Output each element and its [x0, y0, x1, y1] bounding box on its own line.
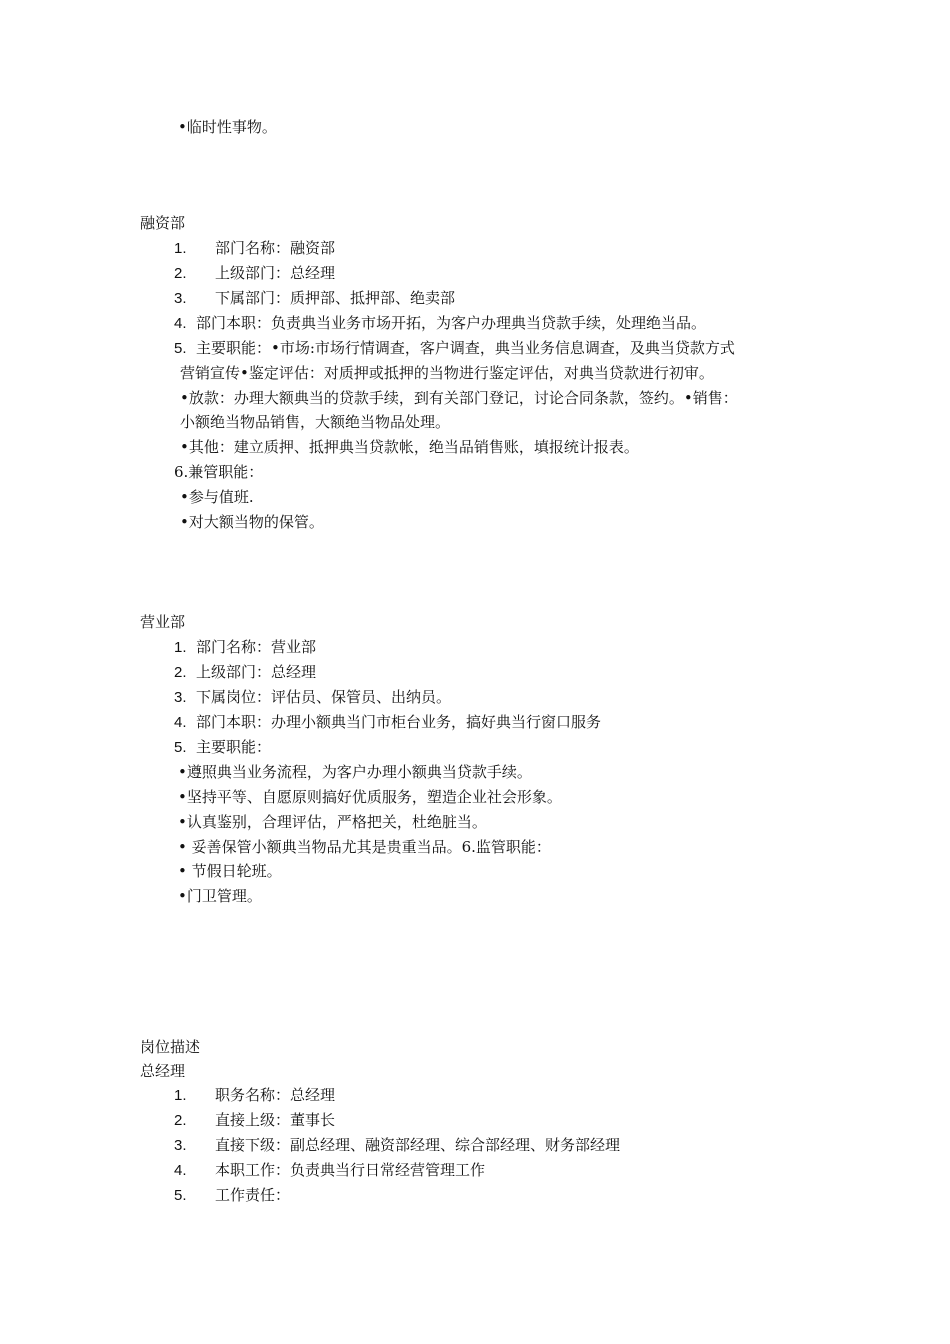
list-item [174, 338, 735, 359]
bullet-item: •坚持平等、自愿原则搞好优质服务，塑造企业社会形象。 [178, 788, 562, 806]
list-item [174, 288, 455, 309]
list-text: 主要职能：•市场:市场行情调查，客户调查，典当业务信息调查，及典当贷款方式 [196, 339, 735, 357]
list-text: 部门名称：融资部 [215, 239, 336, 257]
list-item [174, 263, 335, 284]
bullet-item: •认真鉴别，合理评估，严格把关，杜绝脏当。 [178, 813, 487, 831]
list-number: 3. [174, 1137, 187, 1154]
list-number: 5. [174, 739, 187, 756]
list-item [174, 637, 316, 658]
bullet-item: •对大额当物的保管。 [180, 513, 324, 531]
list-text: 本职工作：负责典当行日常经营管理工作 [215, 1161, 486, 1179]
section-heading-business: 营业部 [140, 613, 186, 631]
bullet-item: •其他：建立质押、抵押典当贷款帐，绝当品销售账，填报统计报表。 [180, 438, 639, 456]
list-text: 上级部门：总经理 [196, 663, 317, 681]
list-item [174, 662, 316, 683]
list-text: 部门本职：办理小额典当门市柜台业务，搞好典当行窗口服务 [196, 713, 602, 731]
list-number: 4. [174, 315, 187, 332]
bullet-item: •门卫管理。 [178, 887, 262, 905]
list-text: 职务名称：总经理 [215, 1086, 336, 1104]
list-text: 部门本职：负责典当业务市场开拓，为客户办理典当贷款手续，处理绝当品。 [196, 314, 707, 332]
list-text: 主要职能： [196, 738, 272, 756]
bullet-item: • 节假日轮班。 [178, 862, 282, 880]
list-item [174, 712, 601, 733]
list-item [174, 313, 706, 334]
list-text: 直接上级：董事长 [215, 1111, 336, 1129]
list-text: 工作责任： [215, 1186, 291, 1204]
list-number: 3. [174, 689, 187, 706]
list-number: 1. [174, 1087, 187, 1104]
position-title: 总经理 [140, 1062, 186, 1080]
bullet-item: •放款：办理大额典当的贷款手续，到有关部门登记，讨论合同条款，签约。•销售： [180, 389, 738, 407]
list-number: 5. [174, 1187, 187, 1204]
list-number: 4. [174, 1162, 187, 1179]
bullet-item: •遵照典当业务流程，为客户办理小额典当贷款手续。 [178, 763, 532, 781]
list-item [174, 1185, 290, 1206]
section-heading-positions: 岗位描述 [140, 1038, 201, 1056]
sub-heading: 6.兼管职能： [174, 463, 264, 481]
list-number: 5. [174, 340, 187, 357]
list-item [174, 737, 271, 758]
list-number: 1. [174, 240, 187, 257]
list-number: 2. [174, 1112, 187, 1129]
list-number: 2. [174, 664, 187, 681]
list-text: 上级部门：总经理 [215, 264, 336, 282]
list-text: 下属岗位：评估员、保管员、出纳员。 [196, 688, 452, 706]
bullet-item: • 妥善保管小额典当物品尤其是贵重当品。6.监管职能： [178, 838, 551, 856]
list-text: 直接下级：副总经理、融资部经理、综合部经理、财务部经理 [215, 1136, 621, 1154]
list-item [174, 687, 451, 708]
list-number: 4. [174, 714, 187, 731]
list-number: 3. [174, 290, 187, 307]
list-item-continuation: 营销宣传•鉴定评估：对质押或抵押的当物进行鉴定评估，对典当贷款进行初审。 [180, 364, 714, 382]
list-item [174, 1160, 485, 1181]
bullet-item-continuation: 小额绝当物品销售，大额绝当物品处理。 [180, 413, 451, 431]
list-item [174, 1135, 620, 1156]
list-item [174, 1085, 335, 1106]
list-text: 部门名称：营业部 [196, 638, 317, 656]
intro-bullet: •临时性事物。 [178, 118, 277, 136]
list-item [174, 1110, 335, 1131]
bullet-item: •参与值班. [180, 488, 254, 506]
list-number: 2. [174, 265, 187, 282]
list-item [174, 238, 335, 259]
section-heading-finance: 融资部 [140, 214, 186, 232]
list-text: 下属部门：质押部、抵押部、绝卖部 [215, 289, 456, 307]
list-number: 1. [174, 639, 187, 656]
